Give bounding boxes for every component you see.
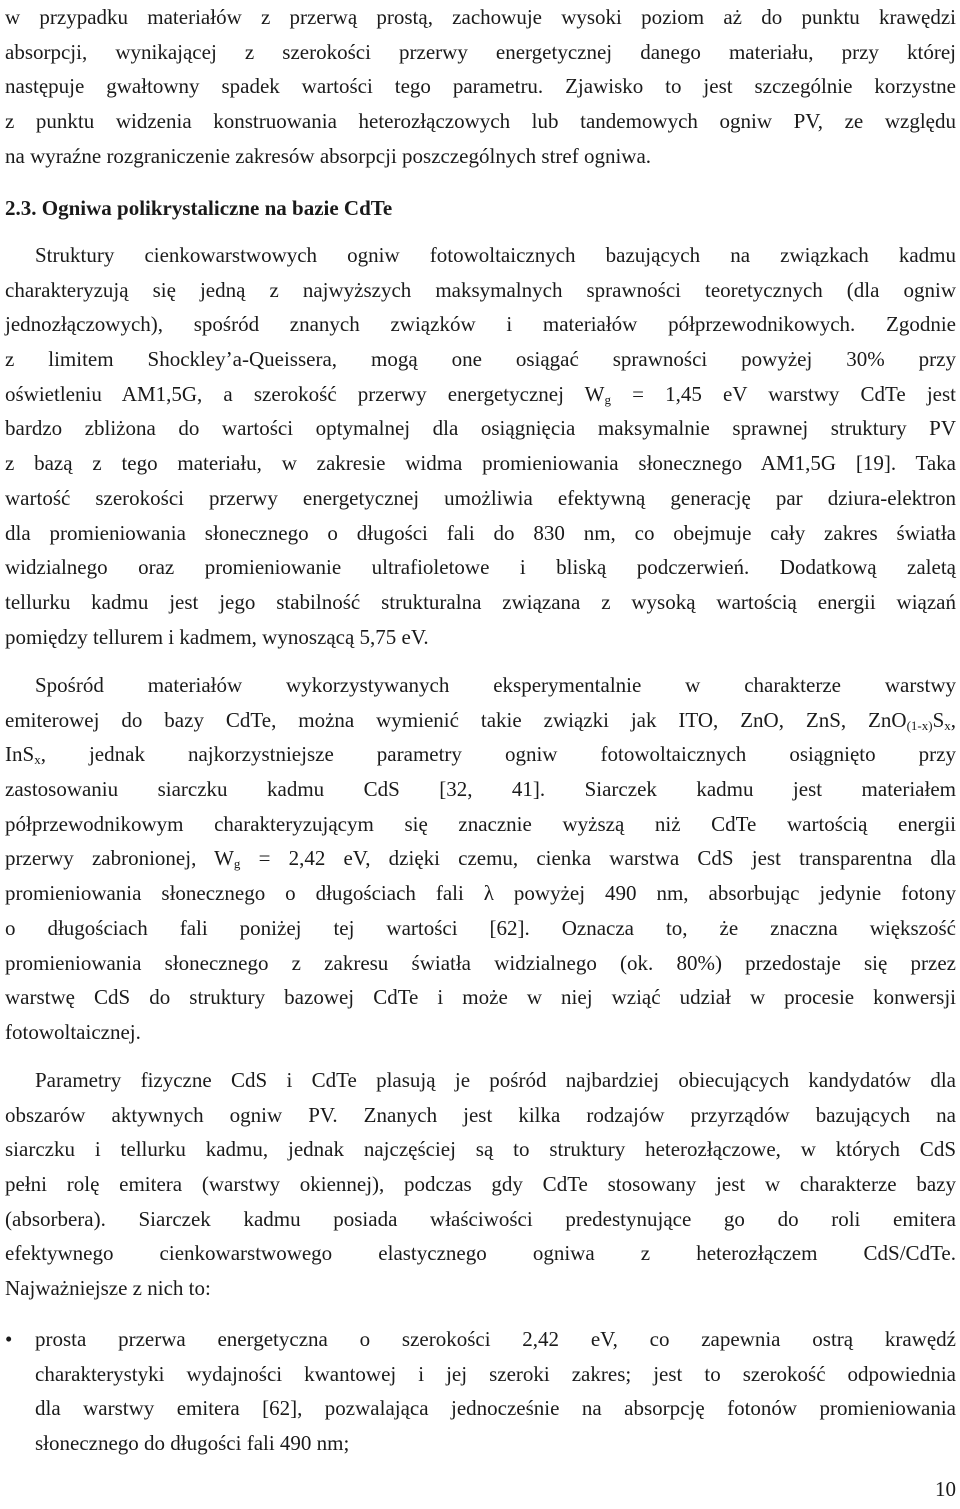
text-line: na wyraźne rozgraniczenie zakresów absorpcji poszczególnych stref ogniwa. bbox=[5, 143, 652, 168]
text-line: dla warstwy emitera [62], pozwalająca jednocześnie na absorpcję fotonów promieniowania bbox=[35, 1396, 956, 1421]
text-line: z limitem Shockley’a-Queissera, mogą one osiągać sprawności powyżej 30% przy bbox=[5, 347, 956, 372]
text-line: warstwę CdS do struktury bazowej CdTe i może w niej wziąć udział w procesie konwersji bbox=[5, 985, 956, 1010]
text-line: o długościach fali poniżej tej wartości [62]. Oznacza to, że znaczna większość bbox=[5, 915, 956, 940]
subscript: g bbox=[604, 391, 612, 407]
text-line: dla promieniowania słonecznego o długości fali do 830 nm, co obejmuje cały zakres światła bbox=[5, 520, 956, 545]
text-fragment: oświetleniu AM1,5G, a szerokość przerwy energetycznej W bbox=[5, 381, 605, 406]
text-line: charakteryzują się jedną z najwyższych maksymalnych sprawności teoretycznych (dla ogniw bbox=[5, 277, 956, 302]
text-fragment: przerwy zabronionej, W bbox=[5, 846, 234, 871]
text-line: półprzewodnikowym charakteryzującym się znacznie wyższą niż CdTe wartością energii bbox=[5, 811, 956, 836]
intro-paragraph bbox=[5, 0, 956, 173]
text-line: absorpcji, wynikającej z szerokości przerwy energetycznej danego materiału, przy której bbox=[5, 39, 956, 64]
bullet-marker: • bbox=[5, 1327, 13, 1351]
text-line: promieniowania słonecznego z zakresu światła widzialnego (ok. 80%) przedostaje się przez bbox=[5, 950, 956, 975]
text-fragment: emiterowej do bazy CdTe, można wymienić takie związki jak ITO, ZnO, ZnS, ZnO bbox=[5, 707, 907, 732]
text-fragment: , jednak najkorzystniejsze parametry ogniw fotowoltaicznych osiągnięto przy bbox=[40, 742, 956, 767]
text-line: słonecznego do długości fali 490 nm; bbox=[35, 1431, 350, 1456]
text-line: Parametry fizyczne CdS i CdTe plasują je pośród najbardziej obiecujących kandydatów dla bbox=[35, 1068, 956, 1092]
text-line bbox=[5, 841, 956, 876]
paragraph-cds-cdte-parameters bbox=[5, 1063, 956, 1306]
section-heading: 2.3. Ogniwa polikrystaliczne na bazie CdTe bbox=[5, 196, 393, 220]
text-line: zastosowaniu siarczku kadmu CdS [32, 41]. Siarczek kadmu jest materiałem bbox=[5, 777, 956, 802]
text-line bbox=[5, 737, 956, 772]
text-fragment: InS bbox=[5, 742, 35, 767]
subscript: (1-x) bbox=[906, 717, 933, 733]
text-line: z punktu widzenia konstruowania heterozłączowych lub tandemowych ogniw PV, ze względu bbox=[5, 109, 956, 134]
page-number: 10 bbox=[935, 1477, 956, 1501]
text-line: jednozłączowych), spośród znanych związków i materiałów półprzewodnikowych. Zgodnie bbox=[5, 312, 956, 337]
text-line: (absorbera). Siarczek kadmu posiada właściwości predestynujące go do roli emitera bbox=[5, 1206, 956, 1231]
text-line: w przypadku materiałów z przerwą prostą, zachowuje wysoki poziom aż do punktu krawędzi bbox=[5, 5, 956, 29]
text-line: siarczku i tellurku kadmu, jednak najczęściej są to struktury heterozłączowe, w których CdS bbox=[5, 1137, 956, 1162]
text-line: Najważniejsze z nich to: bbox=[5, 1276, 211, 1301]
text-line bbox=[5, 377, 956, 412]
text-line: wartość szerokości przerwy energetycznej umożliwia efektywną generację par dziura-elektron bbox=[5, 485, 956, 510]
text-line: z bazą z tego materiału, w zakresie widma promieniowania słonecznego AM1,5G [19]. Taka bbox=[5, 451, 956, 476]
text-fragment: S bbox=[932, 707, 945, 732]
subscript: g bbox=[233, 856, 241, 872]
text-line: pomiędzy tellurem i kadmem, wynoszącą 5,75 eV. bbox=[5, 624, 429, 649]
text-line: charakterystyki wydajności kwantowej i jej szeroki zakres; jest to szerokość odpowiednia bbox=[35, 1361, 956, 1386]
text-fragment: = 2,42 eV, dzięki czemu, cienka warstwa CdS jest transparentna dla bbox=[240, 846, 956, 871]
text-line: tellurku kadmu jest jego stabilność strukturalna związana z wysoką wartością energii wiązań bbox=[5, 589, 956, 614]
paragraph-emitter-materials bbox=[5, 668, 956, 1050]
text-line bbox=[5, 703, 956, 738]
text-line: fotowoltaicznej. bbox=[5, 1019, 141, 1044]
text-line: Spośród materiałów wykorzystywanych eksperymentalnie w charakterze warstwy bbox=[35, 673, 956, 697]
text-line: następuje gwałtowny spadek wartości tego parametru. Zjawisko to jest szczególnie korzystne bbox=[5, 74, 956, 99]
text-line: efektywnego cienkowarstwowego elastycznego ogniwa z heterozłączem CdS/CdTe. bbox=[5, 1241, 956, 1266]
text-line: Struktury cienkowarstwowych ogniw fotowoltaicznych bazujących na związkach kadmu bbox=[35, 243, 956, 267]
bullet-list-item bbox=[5, 1322, 956, 1461]
text-line: promieniowania słonecznego o długościach fali λ powyżej 490 nm, absorbując jedynie fotony bbox=[5, 881, 956, 906]
subscript: x bbox=[34, 752, 41, 768]
text-line: bardzo zbliżona do wartości optymalnej dla osiągnięcia maksymalnie sprawnej struktury PV bbox=[5, 416, 956, 441]
text-fragment: , bbox=[950, 707, 956, 732]
text-line: obszarów aktywnych ogniw PV. Znanych jest kilka rodzajów przyrządów bazujących na bbox=[5, 1102, 956, 1127]
text-fragment: = 1,45 eV warstwy CdTe jest bbox=[611, 381, 957, 406]
text-line: pełni rolę emitera (warstwy okiennej), podczas gdy CdTe stosowany jest w charakterze bazy bbox=[5, 1172, 956, 1197]
subscript: x bbox=[944, 717, 951, 733]
text-line: widzialnego oraz promieniowanie ultrafioletowe i bliską podczerwień. Dodatkową zaletą bbox=[5, 555, 956, 580]
paragraph-cdte-structures bbox=[5, 238, 956, 654]
text-line: prosta przerwa energetyczna o szerokości 2,42 eV, co zapewnia ostrą krawędź bbox=[35, 1327, 956, 1351]
